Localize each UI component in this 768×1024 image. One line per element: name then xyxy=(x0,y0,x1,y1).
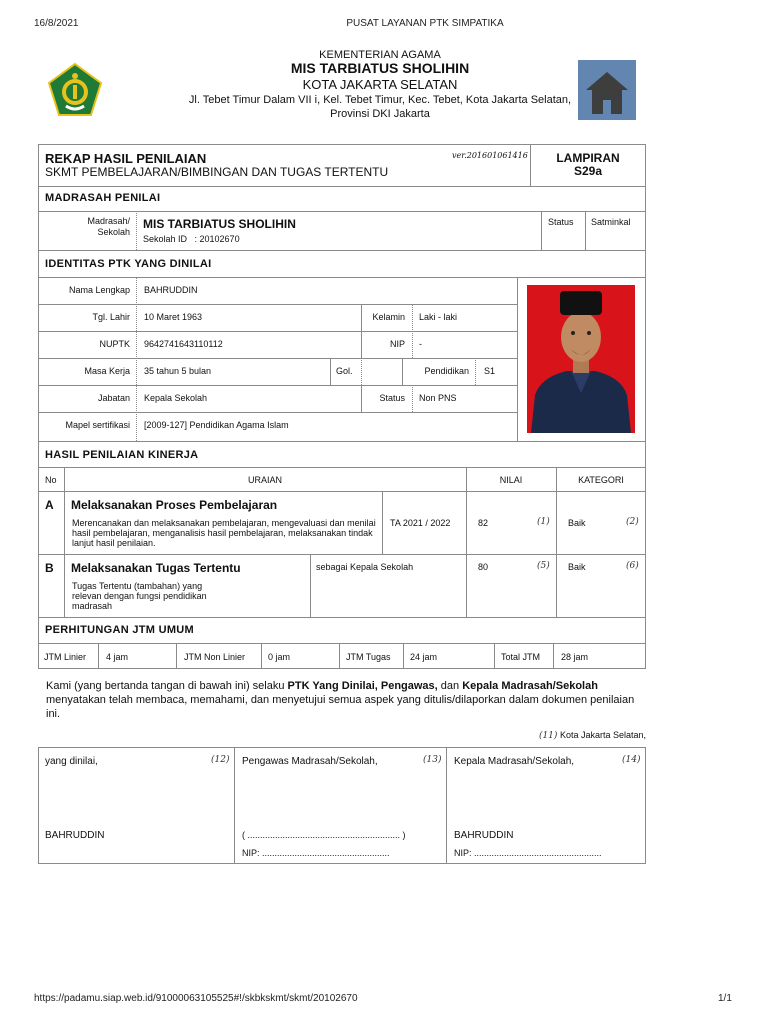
report-subtitle: SKMT PEMBELAJARAN/BIMBINGAN DAN TUGAS TERTENTU xyxy=(45,165,389,179)
place-text: Kota Jakarta Selatan, xyxy=(559,730,646,740)
kemenag-emblem-icon xyxy=(46,62,104,120)
section-identitas: IDENTITAS PTK YANG DINILAI xyxy=(45,258,212,270)
masa-value: 35 tahun 5 bulan xyxy=(144,366,212,376)
ptk-photo xyxy=(527,285,635,433)
ministry-name: KEMENTERIAN AGAMA xyxy=(319,49,441,61)
mapel-value: [2009-127] Pendidikan Agama Islam xyxy=(144,420,289,430)
kelamin-value: Laki - laki xyxy=(419,312,458,322)
lampiran-label: LAMPIRAN xyxy=(556,151,620,165)
row-a-period: TA 2021 / 2022 xyxy=(390,518,451,528)
madrasah-id: Sekolah ID : 20102670 xyxy=(143,234,240,244)
nuptk-label: NUPTK xyxy=(99,339,130,349)
row-a-nilai: 82 xyxy=(478,518,489,528)
sig-2-title: Pengawas Madrasah/Sekolah, xyxy=(242,756,378,767)
print-date: 16/8/2021 xyxy=(34,18,79,29)
statement-part-2: dan xyxy=(437,680,463,692)
madrasah-label: Madrasah/ Sekolah xyxy=(87,216,130,237)
school-photo-placeholder-icon xyxy=(578,60,636,120)
col-uraian: URAIAN xyxy=(247,475,282,485)
madrasah-status-label: Status xyxy=(548,217,574,227)
row-b-period: sebagai Kepala Sekolah xyxy=(316,562,414,572)
kelamin-label: Kelamin xyxy=(372,312,405,322)
statement-part-1: Kami (yang bertanda tangan di bawah ini) selaku xyxy=(46,680,288,692)
row-b-title: Melaksanakan Tugas Tertentu xyxy=(71,561,241,575)
jabatan-label: Jabatan xyxy=(97,393,130,403)
jtm-total-value: 28 jam xyxy=(561,652,589,662)
jtm-tugas-label: JTM Tugas xyxy=(346,652,391,662)
sig-2-nip: NIP: ................................................... xyxy=(242,848,390,858)
city-name: KOTA JAKARTA SELATAN xyxy=(302,77,458,92)
row-a-kategori: Baik xyxy=(568,518,586,528)
row-b-no: B xyxy=(45,561,54,575)
row-b-kategori: Baik xyxy=(568,562,586,572)
school-name: MIS TARBIATUS SHOLIHIN xyxy=(290,60,470,76)
section-jtm: PERHITUNGAN JTM UMUM xyxy=(45,624,194,636)
sig-1-name: BAHRUDDIN xyxy=(45,830,105,841)
statement-bold-2: Kepala Madrasah/Sekolah xyxy=(462,680,598,692)
version-label: ver.201601061416 xyxy=(452,151,528,160)
sig-3-nip: NIP: ................................................... xyxy=(454,848,602,858)
sig-1-ref: (12) xyxy=(211,755,230,765)
sig-2-name: ( ............................................................. ) xyxy=(242,830,406,840)
row-a-desc: Merencanakan dan melaksanakan pembelajaran, mengevaluasi dan menilai hasil pembelajaran, menganalisis hasil pembelajaran, melaksanakan tindak lanjut hasil penilaian. xyxy=(72,518,376,548)
status-value: Non PNS xyxy=(419,393,457,403)
row-a-title: Melaksanakan Proses Pembelajaran xyxy=(71,498,278,512)
jtm-tugas-value: 24 jam xyxy=(410,652,438,662)
jtm-linier-label: JTM Linier xyxy=(44,652,87,662)
status-label: Status xyxy=(379,393,405,403)
madrasah-status-value: Satminkal xyxy=(591,217,631,227)
sig-3-title: Kepala Madrasah/Sekolah, xyxy=(454,756,575,767)
print-title: PUSAT LAYANAN PTK SIMPATIKA xyxy=(346,18,504,29)
lampiran-code: S29a xyxy=(573,164,603,178)
print-url[interactable]: https://padamu.siap.web.id/91000063105525#!/skbkskmt/skmt/20102670 xyxy=(34,993,358,1004)
col-no: No xyxy=(45,475,57,485)
row-b-nilai-ref: (5) xyxy=(537,561,550,571)
address-line-1: Jl. Tebet Timur Dalam VII i, Kel. Tebet Timur, Kec. Tebet, Kota Jakarta Selatan, xyxy=(188,94,572,106)
sig-3-ref: (14) xyxy=(622,755,641,765)
jtm-nonlinier-value: 0 jam xyxy=(268,652,291,662)
statement-bold-1: PTK Yang Dinilai, Pengawas, xyxy=(287,680,438,692)
pendidikan-value: S1 xyxy=(484,366,496,376)
madrasah-name: MIS TARBIATUS SHOLIHIN xyxy=(143,217,296,231)
row-b-desc: Tugas Tertentu (tambahan) yang relevan dengan fungsi pendidikan madrasah xyxy=(72,581,207,611)
row-b-nilai: 80 xyxy=(478,562,489,572)
row-a-no: A xyxy=(45,498,54,512)
statement-part-3: menyatakan telah membaca, memahami, dan menyetujui semua aspek yang ditulis/dilaporkan dalam dokumen penilaian ini. xyxy=(46,694,635,720)
row-a-kategori-ref: (2) xyxy=(626,517,639,527)
masa-label: Masa Kerja xyxy=(84,366,130,376)
nip-label: NIP xyxy=(389,339,405,349)
place-line xyxy=(500,730,646,741)
pendidikan-label: Pendidikan xyxy=(424,366,469,376)
nama-value: BAHRUDDIN xyxy=(144,285,198,295)
row-a-nilai-ref: (1) xyxy=(537,517,550,527)
report-title: REKAP HASIL PENILAIAN xyxy=(45,151,207,166)
tgl-label: Tgl. Lahir xyxy=(92,312,130,322)
sig-3-name: BAHRUDDIN xyxy=(454,830,514,841)
statement-text xyxy=(46,679,646,721)
jtm-nonlinier-label: JTM Non Linier xyxy=(184,652,246,662)
address-line-2: Provinsi DKI Jakarta xyxy=(330,108,430,120)
col-kategori: KATEGORI xyxy=(578,475,624,485)
gol-label: Gol. xyxy=(336,366,353,376)
jtm-total-label: Total JTM xyxy=(501,652,541,662)
nama-label: Nama Lengkap xyxy=(68,285,130,295)
mapel-label: Mapel sertifikasi xyxy=(65,420,130,430)
section-kinerja: HASIL PENILAIAN KINERJA xyxy=(45,449,199,461)
tgl-value: 10 Maret 1963 xyxy=(144,312,203,322)
nip-value: - xyxy=(419,339,422,349)
section-madrasah: MADRASAH PENILAI xyxy=(45,192,161,204)
sig-1-title: yang dinilai, xyxy=(45,756,98,767)
print-page: 1/1 xyxy=(718,993,732,1004)
place-ref: (11) xyxy=(538,731,558,741)
row-b-kategori-ref: (6) xyxy=(626,561,639,571)
jtm-linier-value: 4 jam xyxy=(106,652,129,662)
sig-2-ref: (13) xyxy=(423,755,442,765)
col-nilai: NILAI xyxy=(499,475,523,485)
nuptk-value: 9642741643110112 xyxy=(144,339,223,349)
jabatan-value: Kepala Sekolah xyxy=(144,393,208,403)
